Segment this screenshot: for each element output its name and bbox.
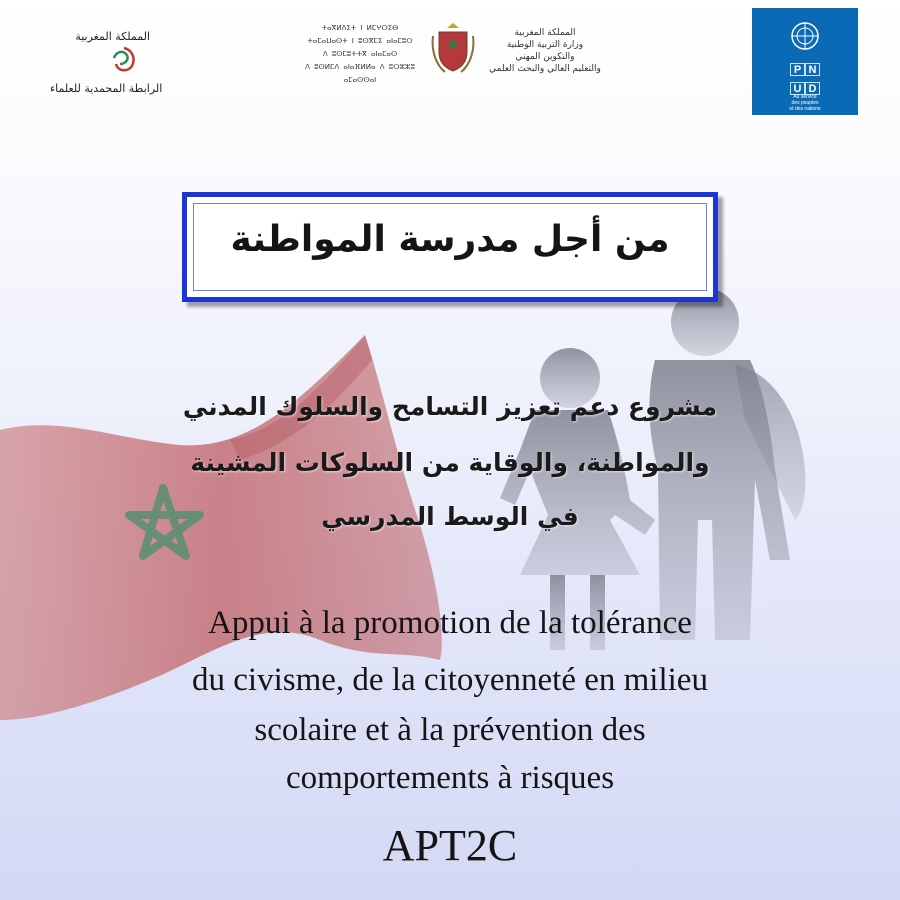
pnud-caption-line: Au service [793, 94, 817, 100]
tifinagh-line: ⵜⴰⴳⵍⴷⵉⵜ ⵏ ⵍⵎⵖⵔⵉⴱ [321, 24, 399, 32]
pnud-letter: U [790, 82, 805, 95]
ministry-tifinagh [290, 22, 430, 87]
tifinagh-line: ⵜⴰⵎⴰⵡⴰⵙⵜ ⵏ ⵓⵙⴳⵎⵉ ⴰⵏⴰⵎⵓⵔ [307, 37, 413, 45]
ministry-line: والتعليم العالي والبحث العلمي [489, 64, 601, 74]
ministry-logo [285, 22, 615, 92]
pnud-letter: P [790, 63, 805, 76]
pnud-letters [788, 58, 822, 96]
tifinagh-line: ⴷ ⵓⵙⵍⵎⴷ ⴰⵏⴰⴼⵍⵍⴰ ⴷ ⵓⵔⵣⵣⵓ ⴰⵎⴰⵙⵙⴰⵏ [305, 63, 415, 84]
arabic-subtitle-line-2: والمواطنة، والوقاية من السلوكات المشينة [190, 448, 710, 477]
logo-name-text: الرابطة المحمدية للعلماء [50, 82, 163, 95]
pnud-caption-line: des peuples [791, 100, 819, 106]
ministry-line: والتكوين المهني [515, 52, 575, 62]
rabita-logo [40, 22, 165, 102]
pnud-caption [752, 94, 858, 112]
un-emblem-icon [788, 19, 822, 53]
french-subtitle-line-2: du civisme, de la citoyenneté en milieu [192, 662, 708, 698]
french-subtitle-line-4: comportements à risques [285, 760, 615, 796]
page-title: من أجل مدرسة المواطنة [230, 219, 670, 260]
ministry-line: وزارة التربية الوطنية [506, 40, 584, 50]
arabic-subtitle-line-3: في الوسط المدرسي [321, 502, 579, 531]
pnud-caption-line: et des nations [789, 106, 821, 112]
tifinagh-line: ⴷ ⵓⵙⵎⵓⵜⵜⴳ ⴰⵏⴰⵎⴰⵙ [322, 50, 398, 58]
moroccan-coat-of-arms-icon [431, 22, 475, 74]
logo-kingdom-text: المملكة المغربية [75, 30, 150, 43]
project-acronym: APT2C [382, 821, 518, 870]
ministry-arabic [480, 27, 610, 75]
french-subtitle-line-3: scolaire et à la prévention des [254, 712, 646, 748]
ministry-line: المملكة المغربية [514, 28, 576, 38]
arabic-subtitle-line-1: مشروع دعم تعزيز التسامح والسلوك المدني [182, 392, 718, 421]
pnud-letter: D [805, 82, 820, 95]
french-subtitle-line-1: Appui à la promotion de la tolérance [208, 605, 692, 641]
pnud-letter: N [805, 63, 820, 76]
pnud-logo [752, 8, 858, 115]
title-box [182, 192, 718, 302]
rabita-emblem-icon [110, 44, 138, 76]
